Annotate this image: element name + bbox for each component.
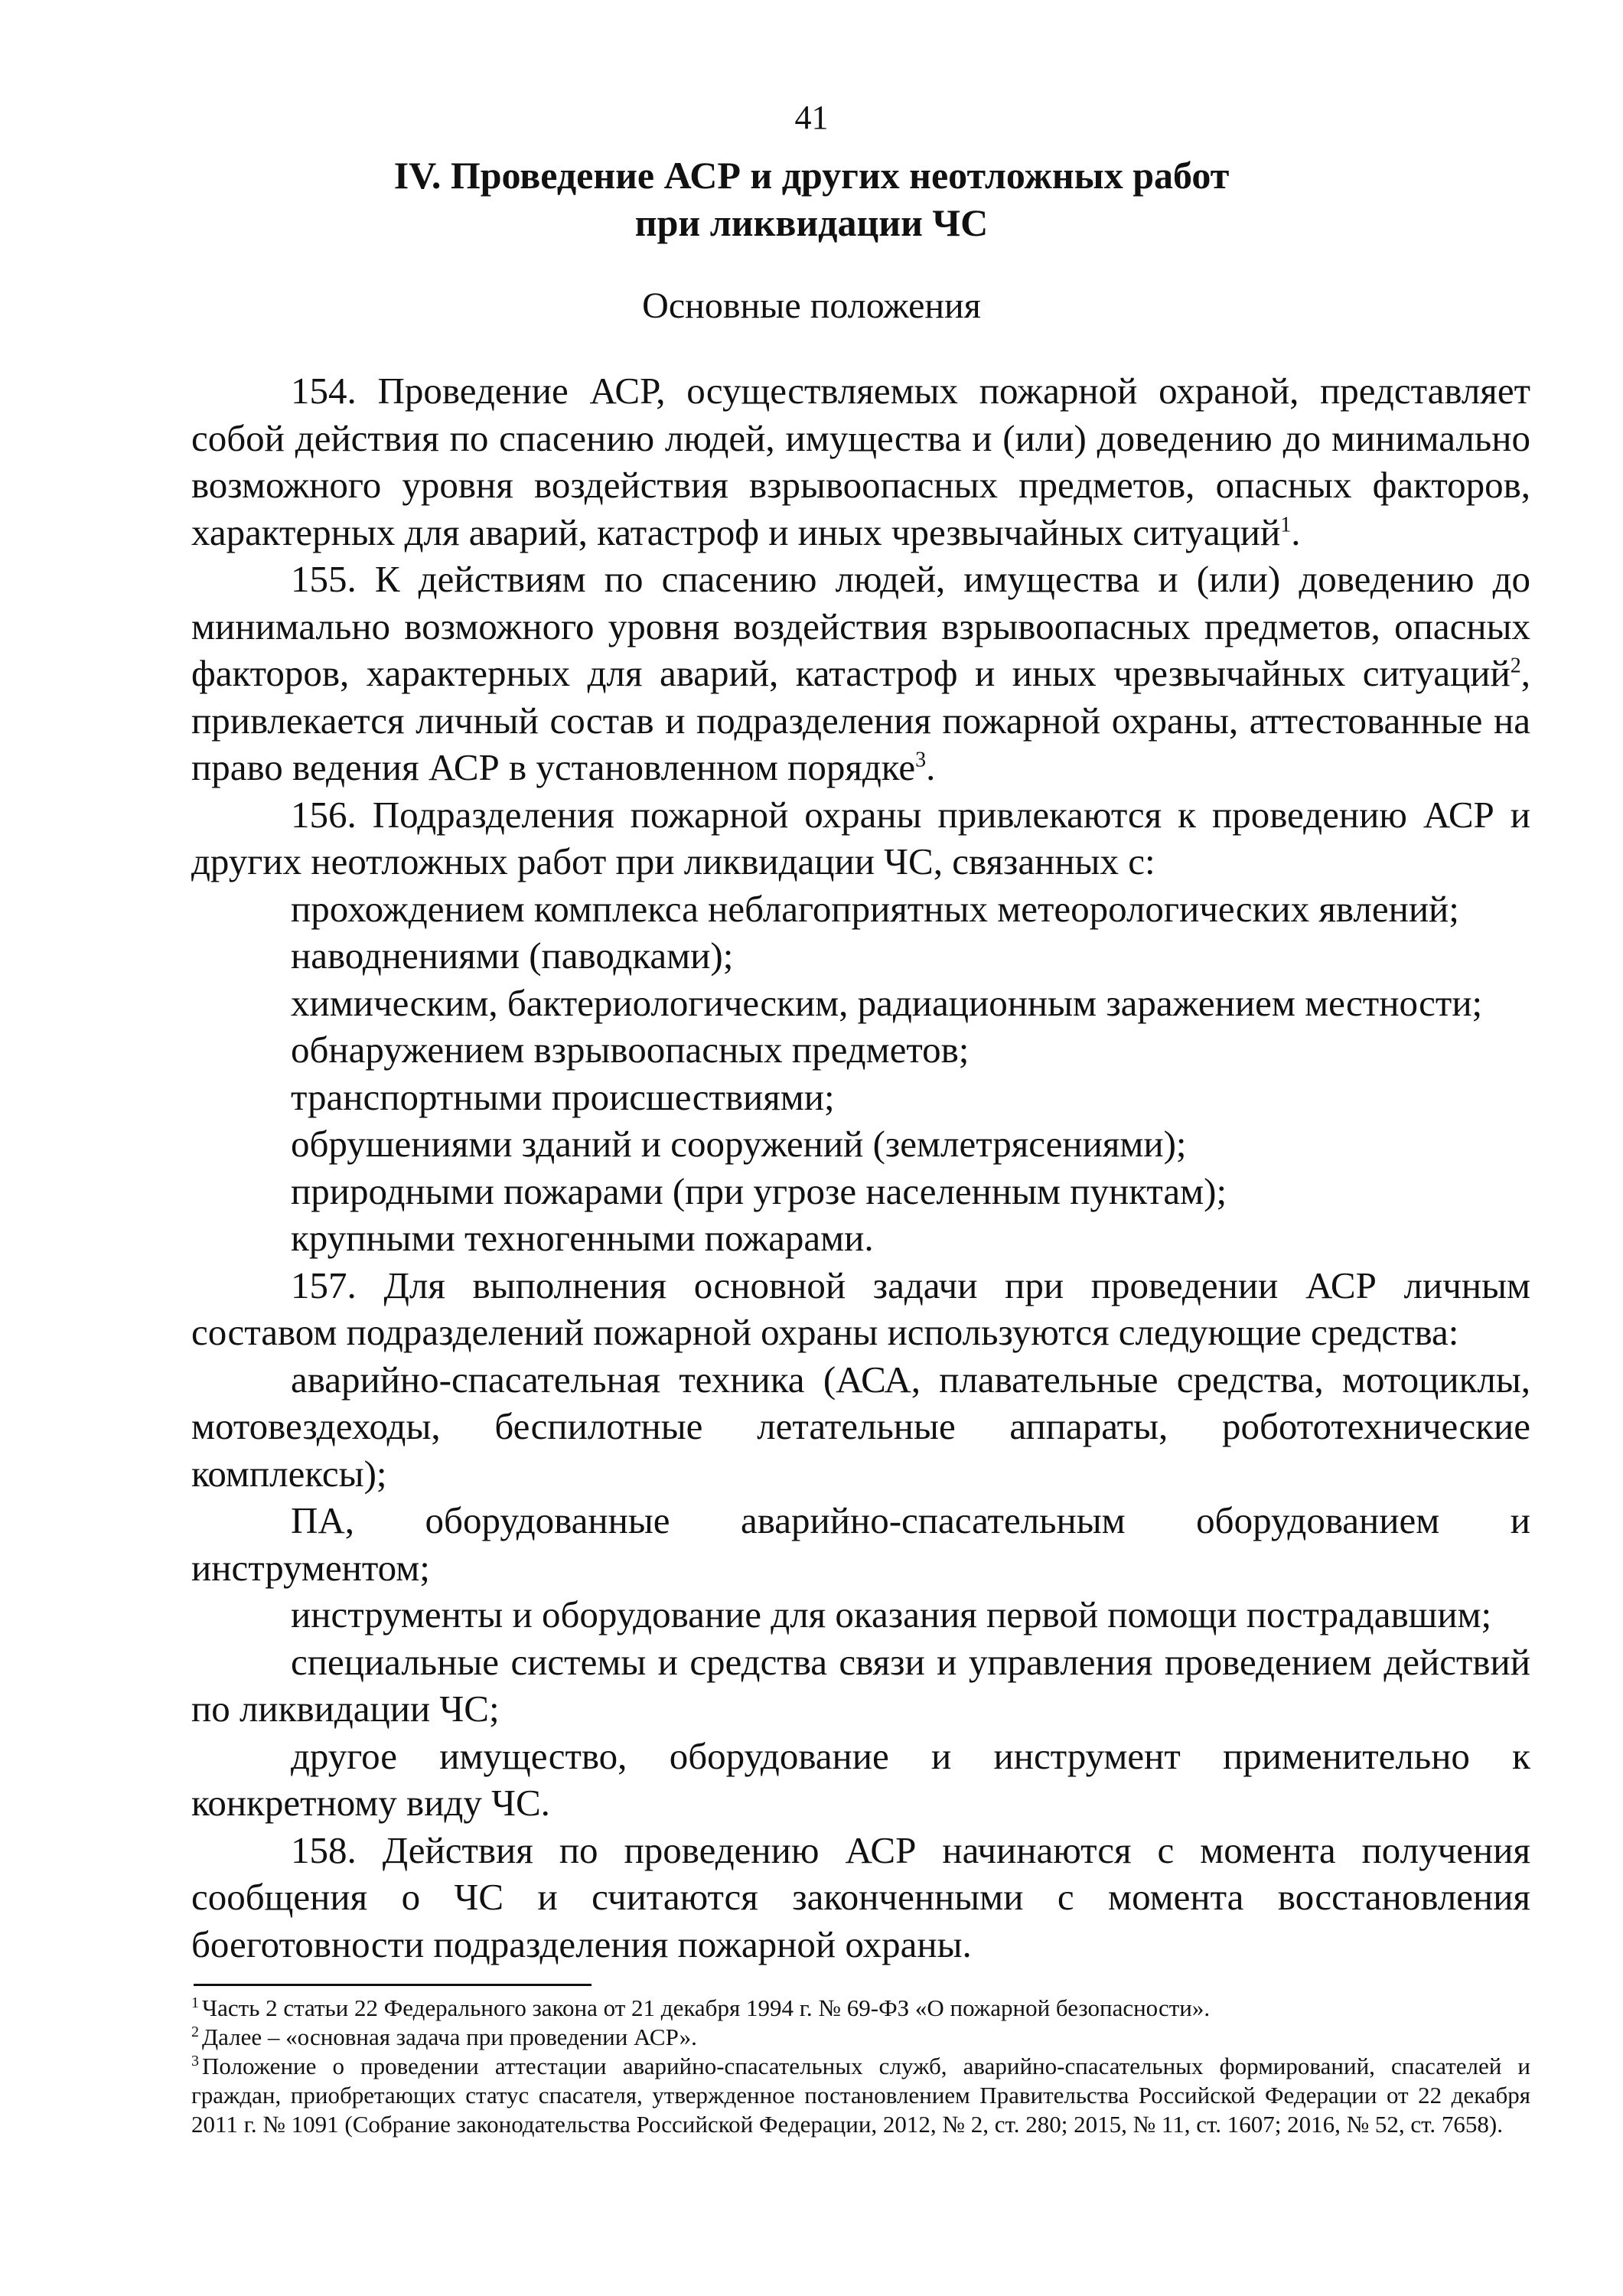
- list-item: ПА, оборудованные аварийно-спасательным оборудованием и инструментом;: [191, 1499, 1530, 1589]
- list-item: аварийно-спасательная техника (АСА, плавательные средства, мотоциклы, мотовездеходы, беспилотные летательные аппараты, робототехнические комплексы);: [191, 1358, 1530, 1495]
- paragraph-156: 156. Подразделения пожарной охраны привлекаются к проведению АСР и других неотложных работ при ликвидации ЧС, связанных с:: [191, 793, 1530, 882]
- paragraph-155-text-a: 155. К действиям по спасению людей, имущества и (или) доведению до минимально возможного уровня воздействия взрывоопасных предметов, опасных факторов, характерных для аварий, катастроф и иных чрезвычайных ситуаций: [191, 558, 1530, 694]
- paragraph-154-text: 154. Проведение АСР, осуществляемых пожарной охраной, представляет собой действия по спасению людей, имущества и (или) доведению до минимально возможного уровня воздействия взрывоопасных предметов, опасных факторов, характерных для аварий, катастроф и иных чрезвычайных ситуаций: [191, 370, 1530, 553]
- list-item: инструменты и оборудование для оказания первой помощи пострадавшим;: [291, 1593, 1492, 1636]
- footnote-ref-3: 3: [915, 748, 927, 772]
- list-item: транспортными происшествиями;: [291, 1075, 835, 1118]
- list-item: другое имущество, оборудование и инструмент применительно к конкретному виду ЧС.: [191, 1734, 1530, 1824]
- footnote-1: [191, 1994, 1530, 2023]
- list-item: прохождением комплекса неблагоприятных метеорологических явлений;: [291, 887, 1459, 930]
- list-item: химическим, бактериологическим, радиационным заражением местности;: [291, 981, 1483, 1024]
- footnote-text-1: Часть 2 статьи 22 Федерального закона от 21 декабря 1994 г. № 69-ФЗ «О пожарной безопасности».: [202, 1994, 1211, 2021]
- list-item: наводнениями (паводками);: [291, 934, 734, 977]
- list-item: обрушениями зданий и сооружений (землетрясениями);: [291, 1123, 1187, 1165]
- footnote-3: [191, 2052, 1530, 2139]
- footnote-mark-1: 1: [191, 1994, 199, 2011]
- section-heading: [0, 152, 1623, 246]
- list-item: крупными техногенными пожарами.: [291, 1217, 874, 1259]
- section-heading-line-1: IV. Проведение АСР и других неотложных работ: [393, 154, 1230, 197]
- subsection-heading: Основные положения: [642, 285, 981, 326]
- document-body: [191, 367, 1530, 1968]
- footnote-mark-2: 2: [191, 2023, 199, 2040]
- page-number: 41: [794, 99, 829, 136]
- list-item: природными пожарами (при угрозе населенным пунктам);: [291, 1169, 1227, 1212]
- footnote-text-2: Далее – «основная задача при проведении АСР».: [202, 2024, 697, 2050]
- footnote-mark-3: 3: [191, 2052, 199, 2069]
- list-item: обнаружением взрывоопасных предметов;: [291, 1029, 970, 1071]
- paragraph-154: [191, 367, 1530, 556]
- footnote-text-3: Положение о проведении аттестации аварийно-спасательных служб, аварийно-спасательных формирований, спасателей и граждан, приобретающих статус спасателя, утвержденное постановлением Правительства Российской Федерации от 22 декабря 2011 г. № 1091 (Собрание законодательства Российской Федерации, 2012, № 2, ст. 280; 2015, № 11, ст. 1607; 2016, № 52, ст. 7658).: [191, 2053, 1530, 2138]
- section-heading-line-2: при ликвидации ЧС: [634, 201, 989, 244]
- footnote-ref-2: 2: [1510, 654, 1521, 678]
- footnote-ref-1: 1: [1280, 513, 1292, 537]
- list-item: специальные системы и средства связи и управления проведением действий по ликвидации ЧС;: [191, 1640, 1530, 1730]
- footnote-2: [191, 2023, 1530, 2052]
- paragraph-155-end: .: [926, 746, 936, 788]
- paragraph-155: [191, 556, 1530, 791]
- paragraph-158: 158. Действия по проведению АСР начинаются с момента получения сообщения о ЧС и считаются законченными с момента восстановления боеготовности подразделения пожарной охраны.: [191, 1828, 1530, 1965]
- paragraph-157: 157. Для выполнения основной задачи при проведении АСР личным составом подразделений пожарной охраны используются следующие средства:: [191, 1264, 1530, 1353]
- footnotes: [191, 1994, 1530, 2139]
- paragraph-154-end: .: [1291, 510, 1301, 553]
- footnote-divider: [194, 1984, 592, 1986]
- paragraph-155-text-b: , привлекается личный состав и подразделения пожарной охраны, аттестованные на право ведения АСР в установленном порядке: [191, 652, 1530, 788]
